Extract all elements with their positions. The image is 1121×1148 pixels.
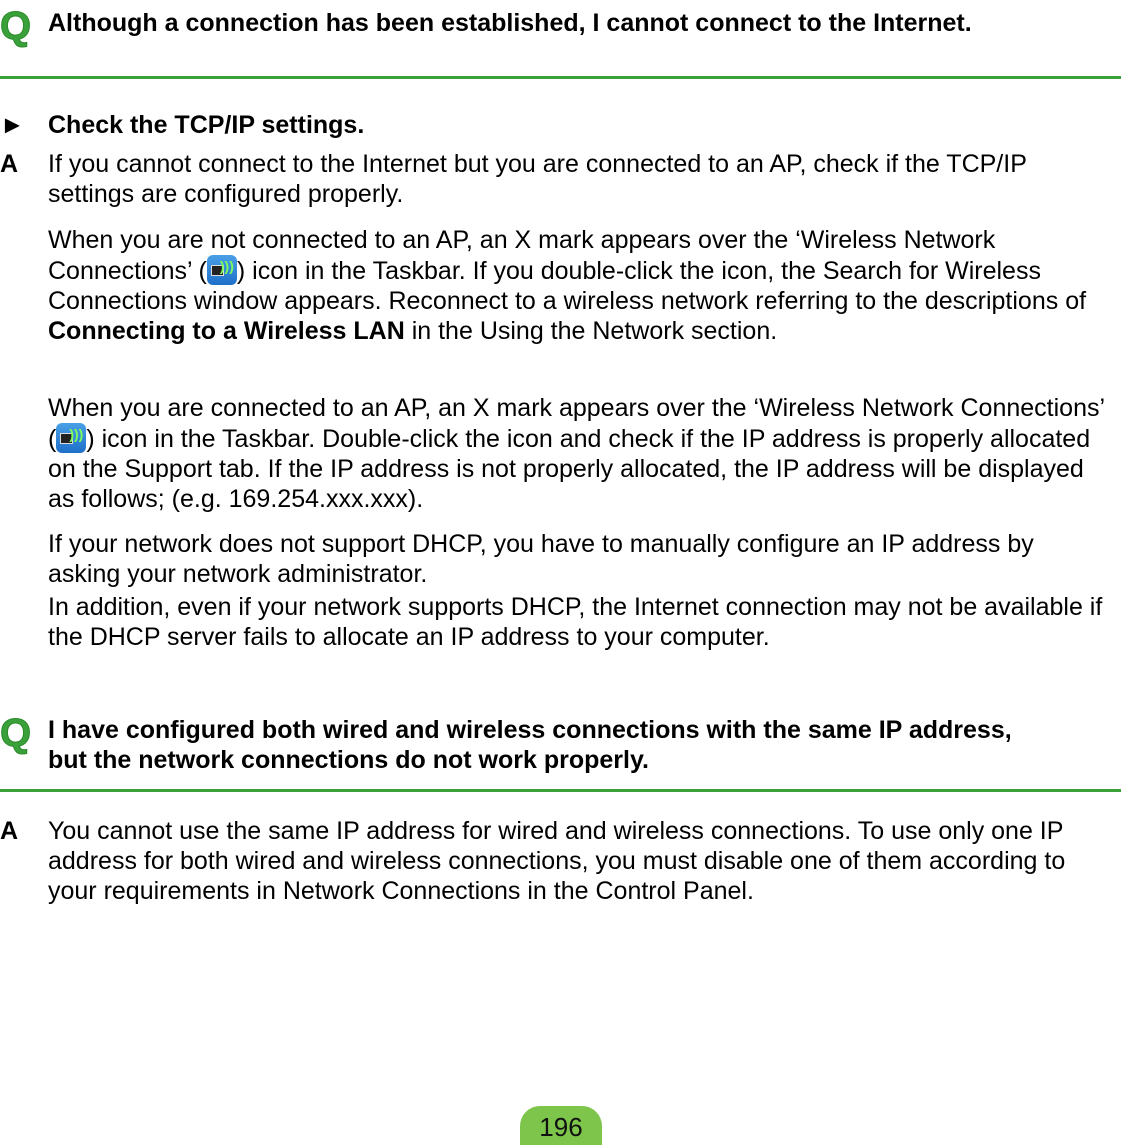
answer-paragraph: If you cannot connect to the Internet but you are connected to an AP, check if the TCP/IP settings are configured properly.: [48, 150, 1027, 208]
answer-marker-a: A: [0, 817, 19, 845]
question-heading: Although a connection has been established, I cannot connect to the Internet.: [48, 9, 972, 37]
check-heading: [0, 110, 364, 140]
paragraph-text: ) icon in the Taskbar. If you double-click the icon, the Search for Wireless Connections window appears. Reconnect to a wireless network referring to the descriptions of: [48, 257, 1087, 315]
paragraph-text: When you are not connected to an AP, an X mark appears over the ‘Wireless Network Connections’ (: [48, 226, 996, 285]
section-divider: [0, 76, 1121, 79]
page-number: 196: [520, 1106, 602, 1145]
question-marker-q: Q: [0, 711, 32, 755]
paragraph-text: ) icon in the Taskbar. Double-click the icon and check if the IP address is properly allocated on the Support tab. If the IP address is not properly allocated, the IP address will be displayed as follows; (e.g. 169.254.xxx.xxx).: [48, 425, 1091, 513]
answer-paragraph: [48, 225, 1107, 346]
answer-paragraph: If your network does not support DHCP, you have to manually configure an IP address by asking your network administrator.: [48, 530, 1034, 588]
question-marker-q: Q: [0, 4, 32, 48]
paragraph-text: When you are connected to an AP, an X mark appears over the ‘Wireless Network Connections’ (: [48, 394, 1105, 453]
check-text: Check the TCP/IP settings.: [48, 111, 365, 139]
arrow-icon: ►: [0, 111, 25, 139]
wireless-network-icon: ))): [56, 423, 86, 453]
answer-marker-a: A: [0, 150, 19, 178]
paragraph-text: in the Using the Network section.: [404, 317, 778, 345]
question-heading: I have configured both wired and wireless connections with the same IP address, but the network connections do not work properly.: [48, 716, 1012, 774]
wireless-network-icon: ))): [207, 255, 237, 285]
answer-paragraph: You cannot use the same IP address for wired and wireless connections. To use only one IP address for both wired and wireless connections, you must disable one of them according to your requirements in Network Connections in the Control Panel.: [48, 817, 1066, 905]
bold-reference: Connecting to a Wireless LAN: [48, 317, 405, 345]
answer-paragraph: [48, 393, 1107, 514]
section-divider: [0, 789, 1121, 792]
answer-paragraph: In addition, even if your network supports DHCP, the Internet connection may not be available if the DHCP server fails to allocate an IP address to your computer.: [48, 593, 1103, 651]
